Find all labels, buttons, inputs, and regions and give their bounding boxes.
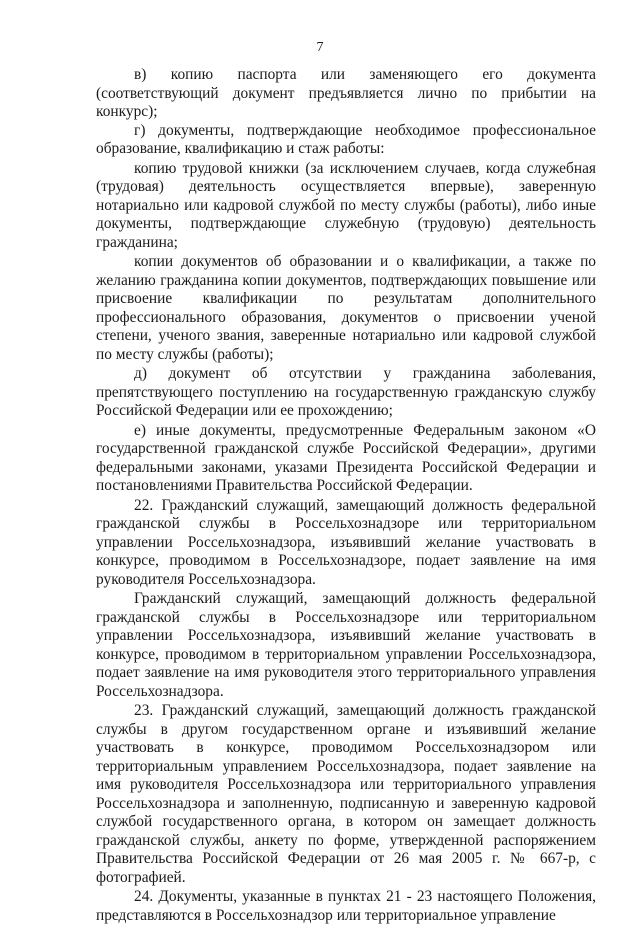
paragraph-education-copies: копии документов об образовании и о квалификации, а также по желанию гражданина копии документов, подтверждающих повышение или присвоение квалификации по результатам дополнительного профессионального образования, документов о присвоении ученой степени, ученого звания, заверенные нотариально или кадровой службой по месту службы (работы); bbox=[96, 253, 596, 363]
paragraph-d-medical: д) документ об отсутствии у гражданина заболевания, препятствующего поступлению на государственную гражданскую службу Российской Федерации или ее прохождению; bbox=[96, 365, 596, 419]
paragraph-g-documents: г) документы, подтверждающие необходимое профессиональное образование, квалификацию и стаж работы: bbox=[96, 121, 596, 157]
paragraph-22: 22. Гражданский служащий, замещающий должность федеральной гражданской службы в Россельхознадзоре или территориальном управлении Россельхознадзора, изъявивший желание участвовать в конкурсе, проводимом в Россельхознадзоре, подает заявление на имя руководителя Россельхознадзора. bbox=[96, 496, 596, 588]
page-number: 7 bbox=[316, 40, 324, 55]
document-body bbox=[96, 66, 596, 925]
paragraph-e-other-documents: е) иные документы, предусмотренные Федеральным законом «О государственной гражданской службе Российской Федерации», другими федеральными законами, указами Президента Российской Федерации и постановлениями Правительства Российской Федерации. bbox=[96, 421, 596, 494]
paragraph-work-book-copy: копию трудовой книжки (за исключением случаев, когда служебная (трудовая) деятельность осуществляется впервые), заверенную нотариально или кадровой службой по месту службы (работы), либо иные документы, подтверждающие служебную (трудовую) деятельность гражданина; bbox=[96, 159, 596, 251]
paragraph-23: 23. Гражданский служащий, замещающий должность гражданской службы в другом государственном органе и изъявивший желание участвовать в конкурсе, проводимом Россельхознадзором или территориальным управлением Россельхознадзора, подает заявление на имя руководителя Россельхознадзора или территориального управления Россельхознадзора и заполненную, подписанную и заверенную кадровой службой государственного органа, в котором он замещает должность гражданской службы, анкету по форме, утвержденной распоряжением Правительства Российской Федерации от 26 мая 2005 г. № 667-р, с фотографией. bbox=[96, 702, 596, 886]
paragraph-v-passport: в) копию паспорта или заменяющего его документа (соответствующий документ предъявляется лично по прибытии на конкурс); bbox=[96, 66, 596, 120]
paragraph-22-territorial: Гражданский служащий, замещающий должность федеральной гражданской службы в Россельхознадзоре или территориальном управлении Россельхознадзора, изъявивший желание участвовать в конкурсе, проводимом в территориальном управлении Россельхознадзора, подает заявление на имя руководителя этого территориального управления Россельхознадзора. bbox=[96, 590, 596, 700]
paragraph-24: 24. Документы, указанные в пунктах 21 - 23 настоящего Положения, представляются в Россельхознадзор или территориальное управление bbox=[96, 888, 596, 924]
